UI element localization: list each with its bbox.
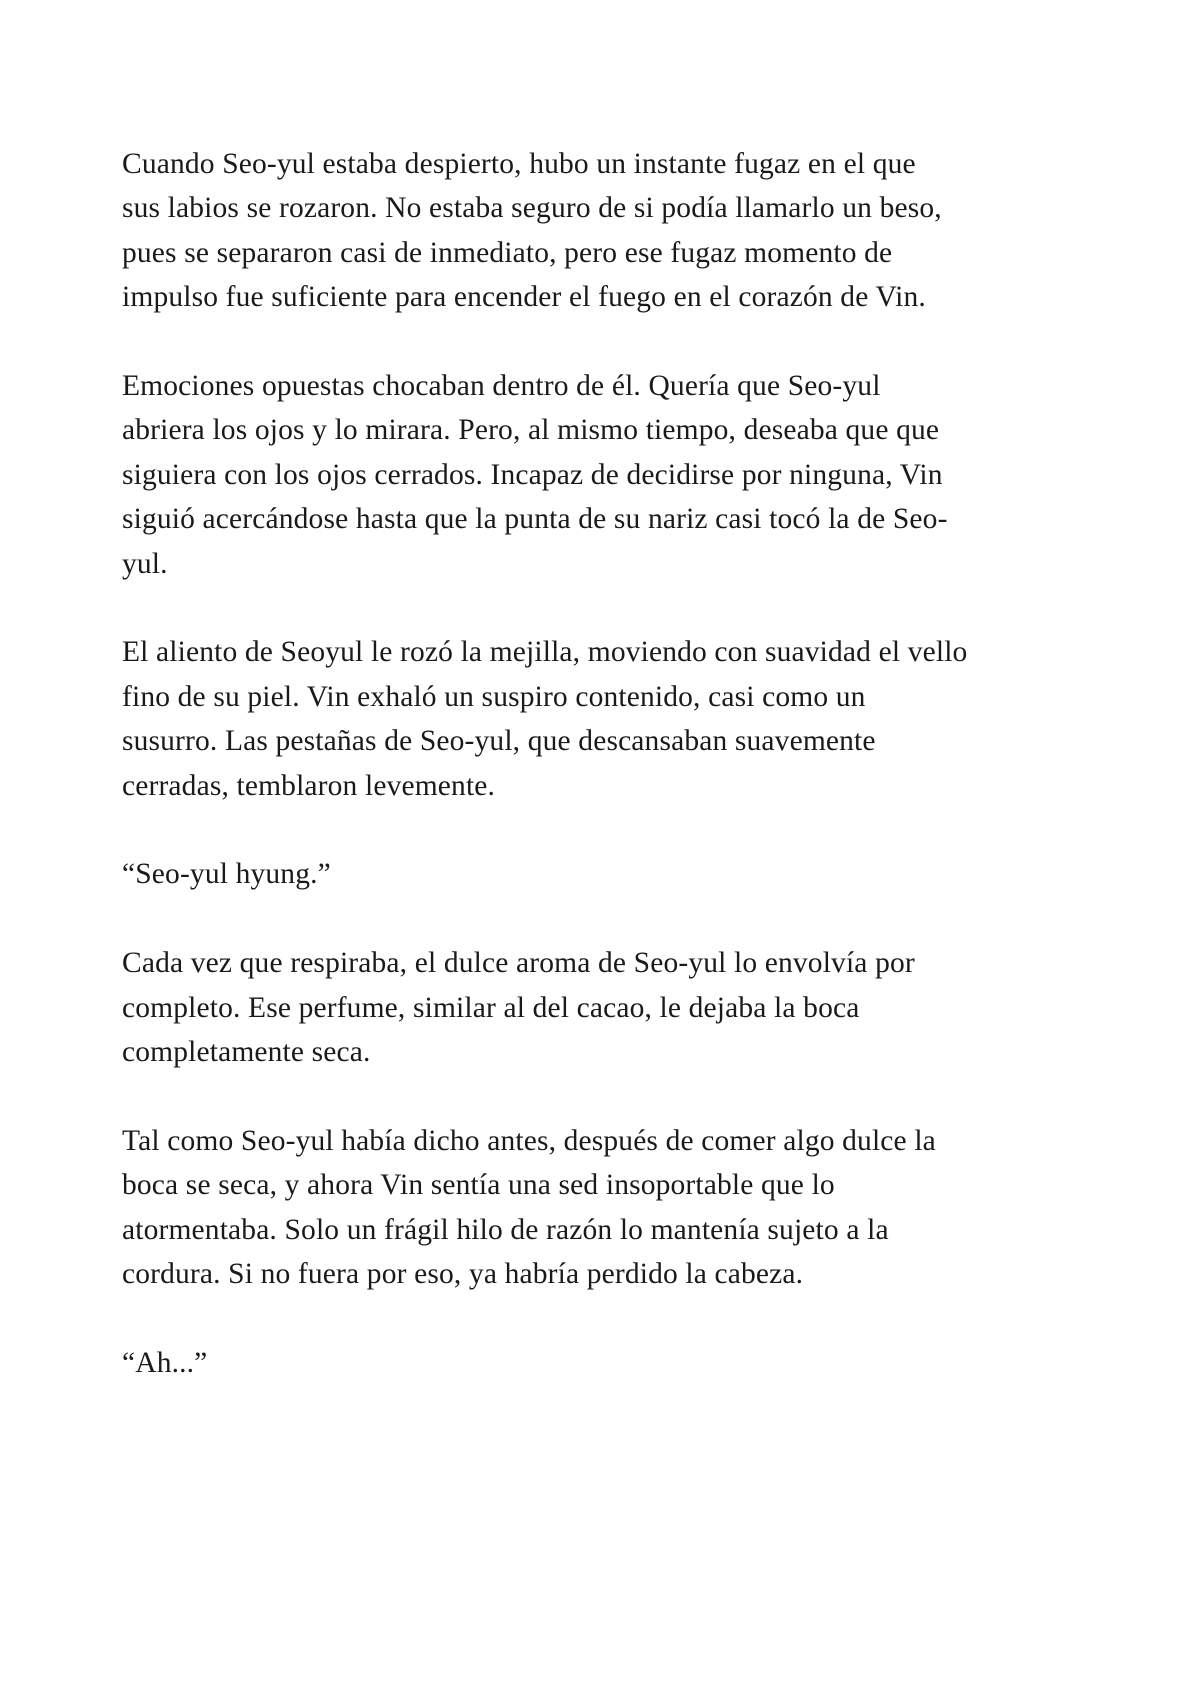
text-line: fino de su piel. Vin exhaló un suspiro contenido, casi como un bbox=[122, 680, 866, 713]
text-line: completo. Ese perfume, similar al del cacao, le dejaba la boca bbox=[122, 991, 860, 1024]
paragraph-1 bbox=[122, 142, 1097, 320]
text-line: cordura. Si no fuera por eso, ya habría perdido la cabeza. bbox=[122, 1258, 804, 1291]
text-line: El aliento de Seoyul le rozó la mejilla, moviendo con suavidad el vello bbox=[122, 636, 968, 669]
text-line: susurro. Las pestañas de Seo-yul, que descansaban suavemente bbox=[122, 725, 876, 758]
text-line: Cada vez que respiraba, el dulce aroma de Seo-yul lo envolvía por bbox=[122, 947, 915, 980]
text-line: cerradas, temblaron levemente. bbox=[122, 769, 496, 802]
text-line: sus labios se rozaron. No estaba seguro de si podía llamarlo un beso, bbox=[122, 192, 942, 225]
text-line: boca se seca, y ahora Vin sentía una sed insoportable que lo bbox=[122, 1169, 835, 1202]
text-line: pues se separaron casi de inmediato, pero ese fugaz momento de bbox=[122, 236, 893, 269]
text-line: “Seo-yul hyung.” bbox=[122, 858, 331, 891]
document-page bbox=[122, 142, 1097, 1430]
paragraph-3 bbox=[122, 630, 1097, 808]
text-line: abriera los ojos y lo mirara. Pero, al mismo tiempo, deseaba que que bbox=[122, 414, 940, 447]
text-line: Emociones opuestas chocaban dentro de él. Quería que Seo-yul bbox=[122, 370, 881, 403]
text-line: “Ah...” bbox=[122, 1346, 208, 1379]
text-line: impulso fue suficiente para encender el fuego en el corazón de Vin. bbox=[122, 281, 926, 314]
text-line: yul. bbox=[122, 547, 168, 580]
dialogue-line-2 bbox=[122, 1341, 1097, 1385]
paragraph-6 bbox=[122, 1119, 1097, 1297]
paragraph-2 bbox=[122, 364, 1097, 586]
paragraph-5 bbox=[122, 941, 1097, 1074]
text-line: siguió acercándose hasta que la punta de su nariz casi tocó la de Seo- bbox=[122, 503, 948, 536]
text-line: atormentaba. Solo un frágil hilo de razón lo mantenía sujeto a la bbox=[122, 1213, 889, 1246]
dialogue-line-1 bbox=[122, 852, 1097, 896]
text-line: siguiera con los ojos cerrados. Incapaz de decidirse por ninguna, Vin bbox=[122, 458, 943, 491]
text-line: completamente seca. bbox=[122, 1036, 371, 1069]
text-line: Tal como Seo-yul había dicho antes, después de comer algo dulce la bbox=[122, 1124, 936, 1157]
text-line: Cuando Seo-yul estaba despierto, hubo un instante fugaz en el que bbox=[122, 148, 916, 180]
